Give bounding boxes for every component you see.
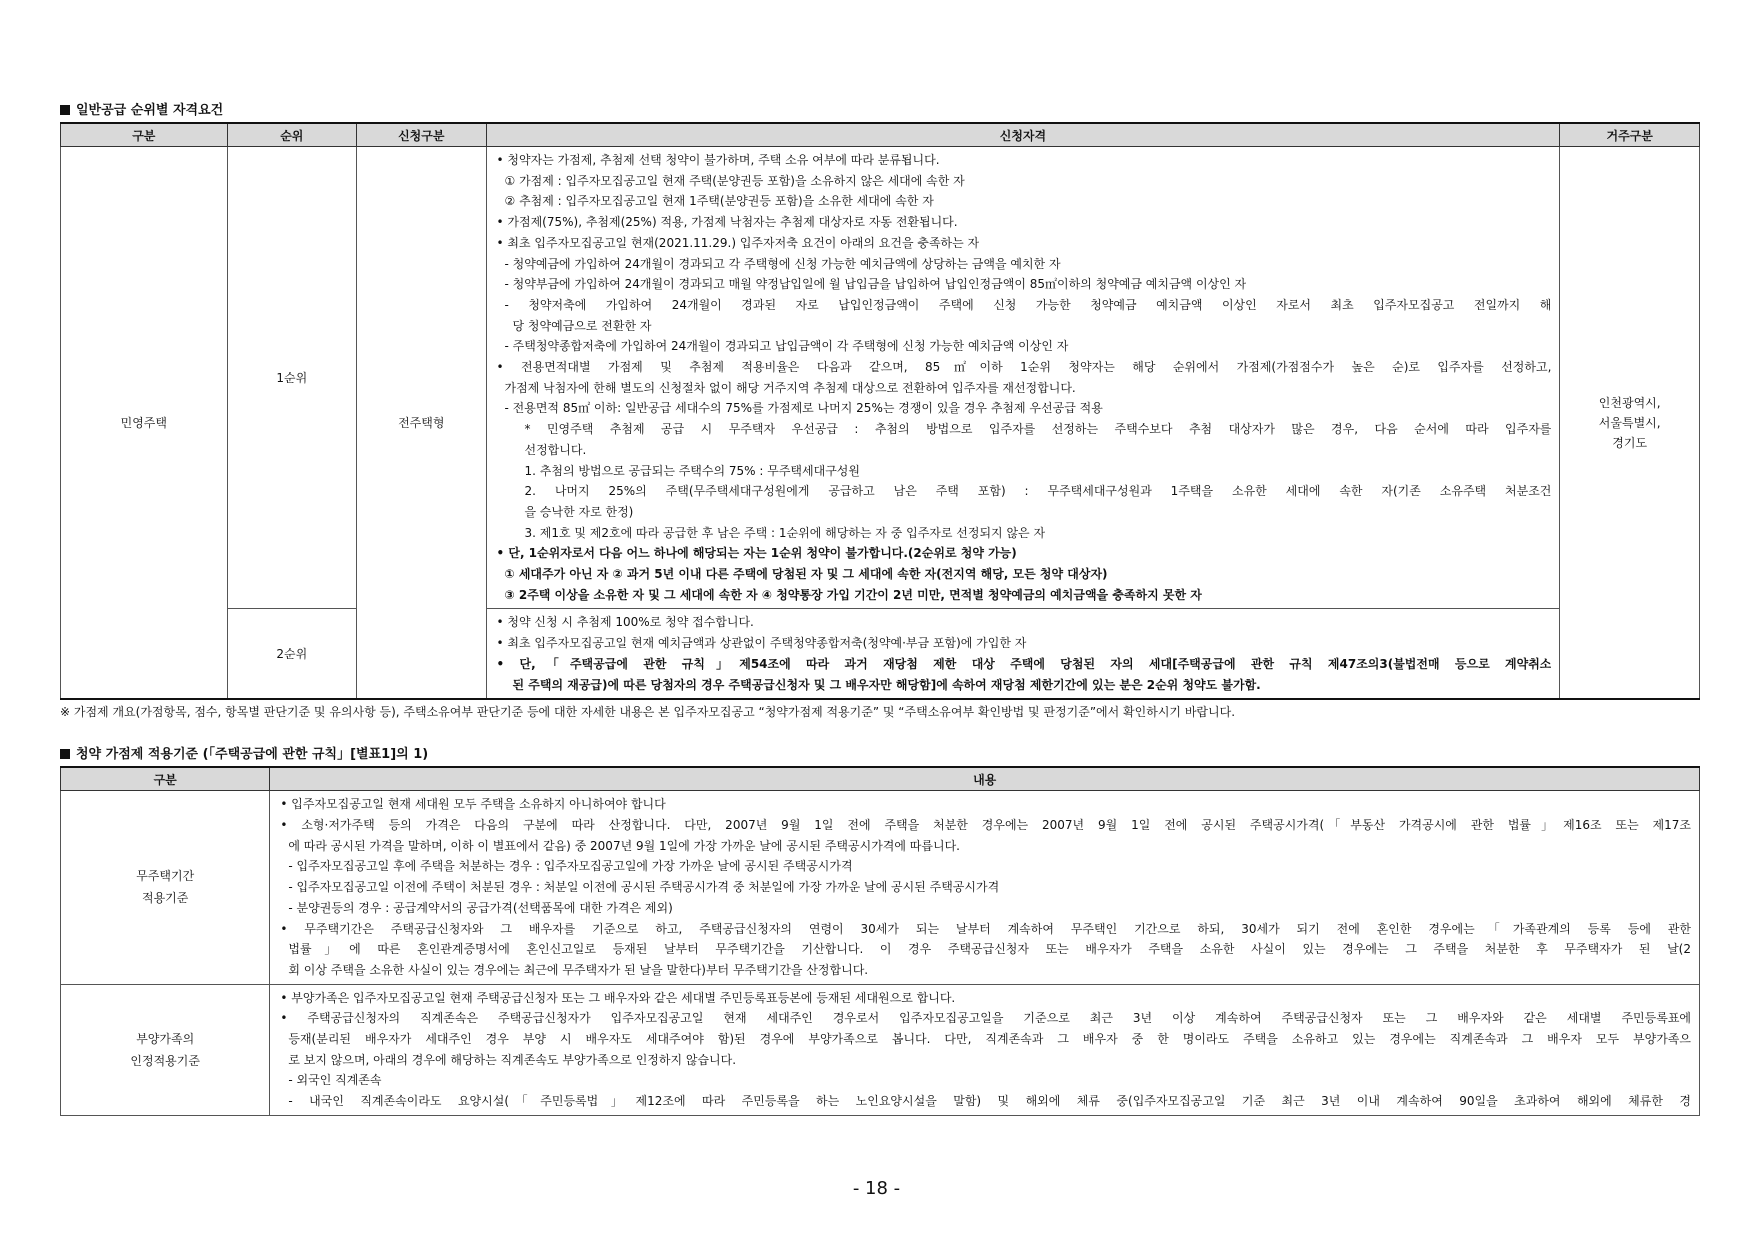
rank2-qualification — [486, 609, 1560, 699]
list-item: - 내국인 직계존속이라도 요양시설(「주민등록법」제12조에 따라 주민등록을 하는 노인요양시설을 말함) 및 해외에 체류 중(입주자모집공고일 기준 최근 3년 이내 계속하여 90일을 초과하여 해외에 체류한 경 — [288, 1094, 1691, 1109]
list-item: 된 주택의 재공급)에 따른 당첨자의 경우 주택공급신청자 및 그 배우자만 해당함]에 속하여 재당첨 제한기간에 있는 분은 2순위 청약도 불가함. — [512, 677, 1261, 692]
list-item: • 최초 입주자모집공고일 현재(2021.11.29.) 입주자저축 요건이 아래의 요건을 충족하는 자 — [496, 235, 980, 250]
rank1-qualification — [486, 147, 1560, 609]
list-item: ① 세대주가 아닌 자 ② 과거 5년 이내 다른 주택에 당첨된 자 및 그 세대에 속한 자(전지역 해당, 모든 청약 대상자) — [504, 567, 1108, 582]
rank1-cell: 1순위 — [227, 147, 356, 609]
list-item: - 청약저축에 가입하여 24개월이 경과된 자로 납입인정금액이 주택에 신청 가능한 청약예금 예치금액 이상인 자로서 최초 입주자모집공고 전일까지 해 — [504, 297, 1552, 312]
header-content: 내용 — [270, 767, 1700, 791]
list-item: 에 따라 공시된 가격을 말하며, 이하 이 별표에서 같음) 중 2007년 9월 1일에 가장 가까운 날에 공시된 주택공시가격에 따릅니다. — [288, 838, 960, 853]
section2-title: 청약 가점제 적용기준 (「주택공급에 관한 규칙」[별표1]의 1) — [76, 747, 429, 763]
list-item: • 청약자는 가점제, 추첨제 선택 청약이 불가하며, 주택 소유 여부에 따라 분류됩니다. — [496, 153, 940, 167]
table-row-rank1 — [61, 147, 1700, 609]
square-bullet-icon — [60, 105, 70, 115]
table-row-dependents — [61, 984, 1700, 1115]
score-criteria-table — [60, 766, 1700, 1116]
list-item: • 단, 1순위자로서 다음 어느 하나에 해당되는 자는 1순위 청약이 불가합니다.(2순위로 청약 가능) — [496, 546, 1017, 561]
eligibility-header-row — [61, 123, 1700, 147]
header-apply-type: 신청구분 — [357, 123, 486, 147]
list-item: 등재(분리된 배우자가 세대주인 경우 부양 시 배우자도 세대주여야 함)된 경우에 부양가족으로 봅니다. 다만, 직계존속과 그 배우자 중 한 명이라도 주택을 소유하고 있는 경우에는 직계존속과 그 배우자 모두 부양가족으 — [288, 1032, 1691, 1047]
score-header-row — [61, 767, 1700, 791]
list-item: ① 가점제 : 입주자모집공고일 현재 주택(분양권등 포함)을 소유하지 않은 세대에 속한 자 — [504, 173, 965, 188]
list-item: ② 추첨제 : 입주자모집공고일 현재 1주택(분양권등 포함)을 소유한 세대에 속한 자 — [504, 194, 934, 209]
header-qualification: 신청자격 — [486, 123, 1560, 147]
list-item: • 최초 입주자모집공고일 현재 예치금액과 상관없이 주택청약종합저축(청약예·부금 포함)에 가입한 자 — [496, 636, 1027, 651]
residence-line: 서울특별시, — [1598, 415, 1661, 430]
homeless-period-label — [61, 791, 270, 984]
residence-line: 경기도 — [1612, 435, 1648, 450]
square-bullet-icon — [60, 749, 70, 759]
residence-cell — [1560, 147, 1700, 700]
label-line: 부양가족의 — [136, 1031, 195, 1046]
header-rank: 순위 — [227, 123, 356, 147]
list-item: 법률」에 따른 혼인관계증명서에 혼인신고일로 등재된 날부터 무주택기간을 기산합니다. 이 경우 주택공급신청자 또는 배우자가 주택을 소유한 사실이 있는 경우에는 그 주택을 처분한 후 무주택자가 된 날(2 — [288, 942, 1691, 957]
header-category: 구분 — [61, 767, 270, 791]
list-item: ③ 2주택 이상을 소유한 자 및 그 세대에 속한 자 ④ 청약통장 가입 기간이 2년 미만, 면적별 청약예금의 예치금액을 충족하지 못한 자 — [504, 587, 1202, 602]
list-item: - 입주자모집공고일 이전에 주택이 처분된 경우 : 처분일 이전에 공시된 주택공시가격 중 처분일에 가장 가까운 날에 공시된 주택공시가격 — [288, 880, 1000, 895]
list-item: - 분양권등의 경우 : 공급계약서의 공급가격(선택품목에 대한 가격은 제외) — [288, 900, 673, 915]
table-row-rank2 — [61, 609, 1700, 699]
rank2-cell: 2순위 — [227, 609, 356, 699]
list-item: • 무주택기간은 주택공급신청자와 그 배우자를 기준으로 하고, 주택공급신청자의 연령이 30세가 되는 날부터 계속하여 무주택인 기간으로 하되, 30세가 되기 전에 혼인한 경우에는「가족관계의 등록 등에 관한 — [280, 921, 1691, 936]
list-item: • 전용면적대별 가점제 및 추첨제 적용비율은 다음과 같으며, 85㎡이하 1순위 청약자는 해당 순위에서 가점제(가점점수가 높은 순)로 입주자를 선정하고, — [496, 360, 1552, 375]
list-item: 1. 추첨의 방법으로 공급되는 주택수의 75% : 무주택세대구성원 — [524, 463, 860, 478]
list-item: - 주택청약종합저축에 가입하여 24개월이 경과되고 납입금액이 각 주택형에 신청 가능한 예치금액 이상인 자 — [504, 339, 1069, 354]
list-item: 회 이상 주택을 소유한 사실이 있는 경우에는 최근에 무주택자가 된 날을 말한다)부터 무주택기간을 산정합니다. — [288, 962, 869, 977]
list-item: - 청약예금에 가입하여 24개월이 경과되고 각 주택형에 신청 가능한 예치금액에 상당하는 금액을 예치한 자 — [504, 256, 1061, 271]
list-item: - 전용면적 85㎡ 이하: 일반공급 세대수의 75%를 가점제로 나머지 25%는 경쟁이 있을 경우 추첨제 우선공급 적용 — [504, 401, 1103, 416]
list-item: • 청약 신청 시 추첨제 100%로 청약 접수합니다. — [496, 615, 754, 630]
dependents-label — [61, 984, 270, 1115]
list-item: - 입주자모집공고일 후에 주택을 처분하는 경우 : 입주자모집공고일에 가장 가까운 날에 공시된 주택공시가격 — [288, 859, 853, 874]
header-residence: 거주구분 — [1560, 123, 1700, 147]
list-item: * 민영주택 추첨제 공급 시 무주택자 우선공급 : 추첨의 방법으로 입주자를 선정하는 주택수보다 추첨 대상자가 많은 경우, 다음 순서에 따라 입주자를 — [524, 422, 1552, 437]
list-item: • 가점제(75%), 추첨제(25%) 적용, 가점제 낙첨자는 추첨제 대상자로 자동 전환됩니다. — [496, 215, 958, 230]
table-row-homeless-period — [61, 791, 1700, 984]
section1-title-row — [60, 100, 1700, 122]
label-line: 적용기준 — [142, 891, 189, 906]
footnote: ※ 가점제 개요(가점항목, 점수, 항목별 판단기준 및 유의사항 등), 주택소유여부 판단기준 등에 대한 자세한 내용은 본 입주자모집공고 “청약가점제 적용기준” 및 “주택소유여부 확인방법 및 판정기준”에서 확인하시기 바랍니다. — [60, 705, 1236, 720]
list-item: - 외국인 직계존속 — [288, 1073, 382, 1088]
list-item: 로 보지 않으며, 아래의 경우에 해당하는 직계존속도 부양가족으로 인정하지 않습니다. — [288, 1052, 737, 1067]
eligibility-table — [60, 122, 1700, 700]
apply-type-cell: 전주택형 — [357, 147, 486, 700]
list-item: • 소형·저가주택 등의 가격은 다음의 구분에 따라 산정합니다. 다만, 2007년 9월 1일 전에 주택을 처분한 경우에는 2007년 9월 1일 전에 공시된 주택공시가격(「부동산 가격공시에 관한 법률」제16조 또는 제17조 — [280, 817, 1691, 832]
category-cell: 민영주택 — [61, 147, 228, 700]
label-line: 무주택기간 — [136, 869, 195, 884]
list-item: • 주택공급신청자의 직계존속은 주택공급신청자가 입주자모집공고일 현재 세대주인 경우로서 입주자모집공고일을 기준으로 최근 3년 이상 계속하여 주택공급신청자 또는 그 배우자와 같은 세대별 주민등록표에 — [280, 1011, 1691, 1026]
label-line: 인정적용기준 — [130, 1053, 200, 1068]
list-item: 당 청약예금으로 전환한 자 — [512, 318, 652, 333]
dependents-content — [270, 984, 1700, 1115]
list-item: • 단,「주택공급에 관한 규칙」제54조에 따라 과거 재당첨 제한 대상 주택에 당첨된 자의 세대[주택공급에 관한 규칙 제47조의3(불법전매 등으로 계약취소 — [496, 656, 1552, 671]
document-page — [60, 100, 1700, 1116]
list-item: - 청약부금에 가입하여 24개월이 경과되고 매월 약정납입일에 월 납입금을 납입하여 납입인정금액이 85㎡이하의 청약예금 예치금액 이상인 자 — [504, 277, 1247, 292]
list-item: 3. 제1호 및 제2호에 따라 공급한 후 남은 주택 : 1순위에 해당하는 자 중 입주자로 선정되지 않은 자 — [524, 525, 1046, 540]
list-item: 2. 나머지 25%의 주택(무주택세대구성원에게 공급하고 남은 주택 포함) : 무주택세대구성원과 1주택을 소유한 세대에 속한 자(기존 소유주택 처분조건 — [524, 484, 1552, 499]
header-category: 구분 — [61, 123, 228, 147]
list-item: 선정합니다. — [524, 442, 587, 457]
list-item: 가점제 낙첨자에 한해 별도의 신청절차 없이 해당 거주지역 추첨제 대상으로 전환하여 입주자를 재선정합니다. — [504, 380, 1076, 395]
section1-title: 일반공급 순위별 자격요건 — [76, 103, 224, 118]
list-item: • 부양가족은 입주자모집공고일 현재 주택공급신청자 또는 그 배우자와 같은 세대별 주민등록표등본에 등재된 세대원으로 합니다. — [280, 990, 956, 1005]
list-item: 을 승낙한 자로 한정) — [524, 504, 634, 519]
section2-title-row — [60, 744, 1700, 766]
homeless-period-content — [270, 791, 1700, 984]
residence-line: 인천광역시, — [1598, 395, 1661, 410]
page-number: - 18 - — [852, 1178, 901, 1199]
list-item: • 입주자모집공고일 현재 세대원 모두 주택을 소유하지 아니하여야 합니다 — [280, 797, 666, 812]
